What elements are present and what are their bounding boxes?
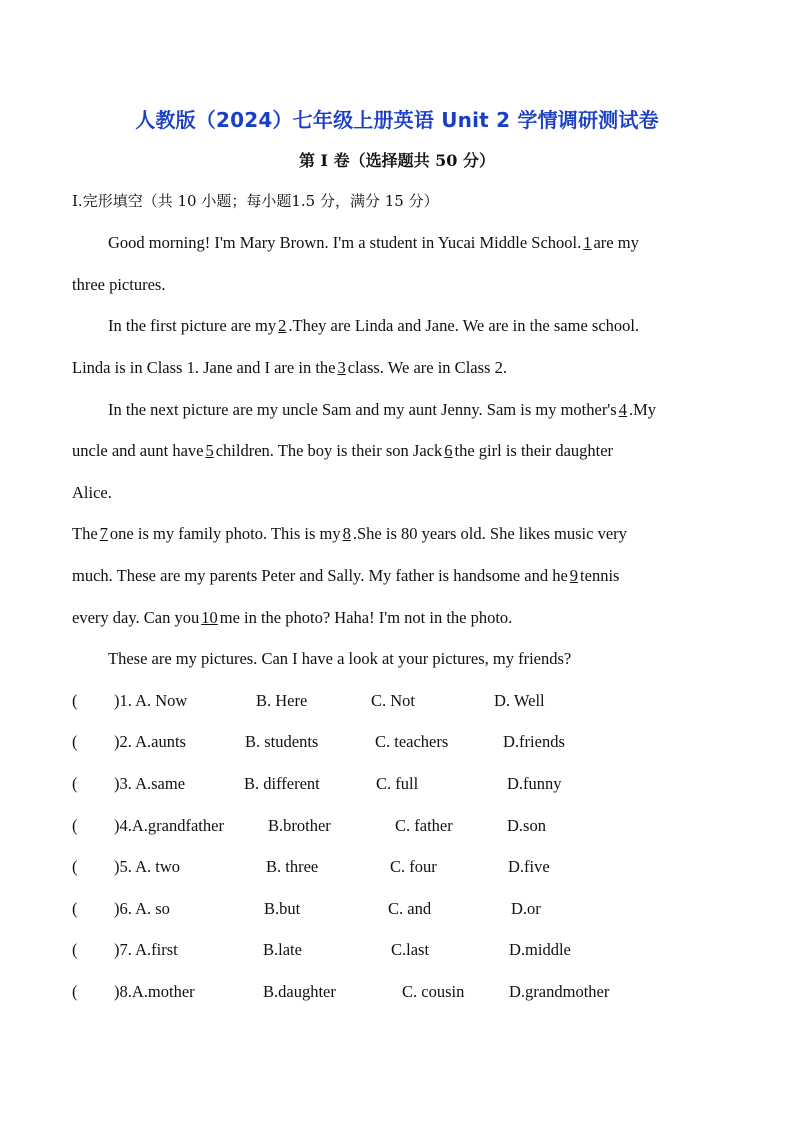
option-c: C. Not [371,691,416,710]
option-b: B. different [244,774,320,793]
blank-7: 7 [99,524,108,543]
page-title: 人教版（2024）七年级上册英语 Unit 2 学情调研测试卷 [135,108,659,132]
part-subtitle: 第 I 卷（选择题共 50 分） [298,151,496,170]
section-heading: I.完形填空（共 10 小题；每小题1.5 分，满分 15 分） [72,192,439,210]
option-b: B.but [264,899,301,918]
blank-10: 10 [201,608,218,627]
answer-paren[interactable]: ( [72,857,78,876]
option-d: D. Well [494,691,545,710]
passage-line-8: The 7 one is my family photo. This is my 8 .She is 80 years old. She likes music very [72,524,627,543]
passage-line-5: In the next picture are my uncle Sam and my aunt Jenny. Sam is my mother's 4 .My [108,400,657,419]
blank-4: 4 [618,400,627,419]
option-d: D.five [508,857,550,876]
question-stem: )1. A. Now [114,691,188,710]
blank-2: 2 [278,316,287,335]
answer-paren[interactable]: ( [72,982,78,1001]
question-stem: )5. A. two [114,857,180,876]
option-c: C. four [390,857,437,876]
answer-paren[interactable]: ( [72,940,78,959]
passage-line-9: much. These are my parents Peter and Sally. My father is handsome and he 9 tennis [72,566,620,585]
option-b: B.late [263,940,302,959]
passage-line-3: In the first picture are my 2 .They are Linda and Jane. We are in the same school. [108,316,640,335]
question-stem: )3. A.same [114,774,186,793]
blank-8: 8 [342,524,351,543]
passage-line-6: uncle and aunt have 5 children. The boy is their son Jack 6 the girl is their daughter [72,441,614,460]
question-stem: )4.A.grandfather [114,816,224,835]
blank-3: 3 [337,358,346,377]
blank-5: 5 [205,441,214,460]
answer-paren[interactable]: ( [72,816,78,835]
question-stem: )2. A.aunts [114,732,186,751]
option-b: B.brother [268,816,331,835]
option-d: D.middle [509,940,571,959]
option-b: B.daughter [263,982,336,1001]
option-b: B. students [245,732,319,751]
option-d: D.son [507,816,546,835]
answer-paren[interactable]: ( [72,774,78,793]
option-c: C. father [395,816,453,835]
passage-line-1: Good morning! I'm Mary Brown. I'm a student in Yucai Middle School. 1 are my [108,233,639,252]
blank-6: 6 [444,441,453,460]
option-c: C. and [388,899,432,918]
option-d: D.or [511,899,541,918]
option-d: D.friends [503,732,565,751]
answer-paren[interactable]: ( [72,899,78,918]
passage-line-4: Linda is in Class 1. Jane and I are in the 3 class. We are in Class 2. [72,358,507,377]
option-c: C.last [391,940,430,959]
answer-paren[interactable]: ( [72,732,78,751]
option-c: C. teachers [375,732,449,751]
question-stem: )8.A.mother [114,982,195,1001]
question-stem: )6. A. so [114,899,170,918]
answer-paren[interactable]: ( [72,691,78,710]
passage-line-10: every day. Can you 10 me in the photo? Haha! I'm not in the photo. [72,608,513,627]
option-d: D.grandmother [509,982,610,1001]
passage-line-11: These are my pictures. Can I have a look at your pictures, my friends? [108,649,572,668]
option-c: C. cousin [402,982,465,1001]
option-b: B. three [266,857,319,876]
option-b: B. Here [256,691,308,710]
option-c: C. full [376,774,419,793]
option-d: D.funny [507,774,562,793]
blank-9: 9 [569,566,579,585]
blank-1: 1 [583,233,592,252]
passage-line-7: Alice. [72,483,112,502]
passage-line-2: three pictures. [72,275,166,294]
question-stem: )7. A.first [114,940,178,959]
